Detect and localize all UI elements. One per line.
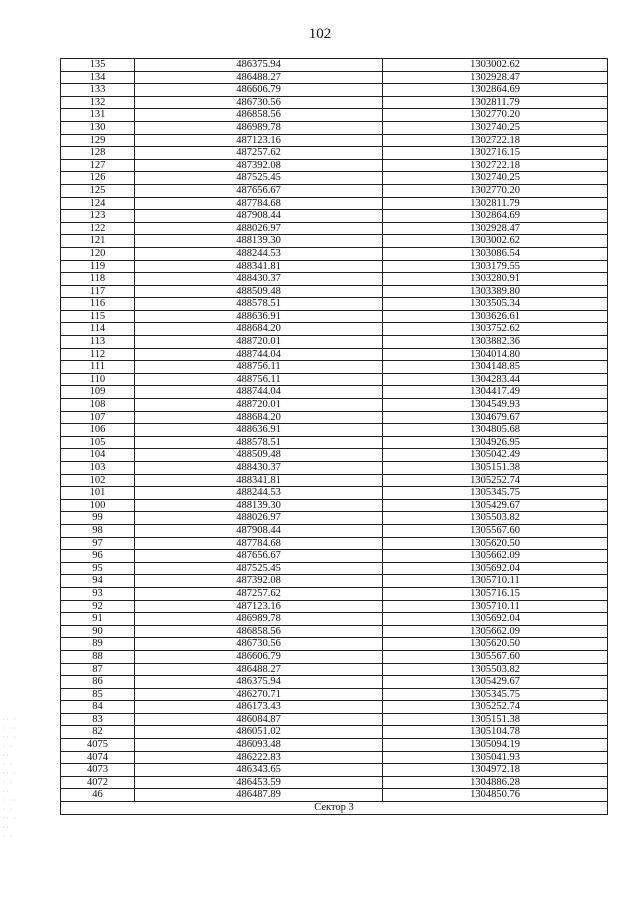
- point-number-cell: 4074: [61, 751, 135, 764]
- x-coordinate-cell: 488341.81: [135, 474, 383, 487]
- y-coordinate-cell: 1305662.09: [383, 625, 608, 638]
- y-coordinate-cell: 1303882.36: [383, 336, 608, 349]
- point-number-cell: 104: [61, 449, 135, 462]
- x-coordinate-cell: 486606.79: [135, 650, 383, 663]
- table-row: [61, 348, 608, 361]
- point-number-cell: 97: [61, 537, 135, 550]
- y-coordinate-cell: 1302770.20: [383, 109, 608, 122]
- x-coordinate-cell: 488636.91: [135, 310, 383, 323]
- x-coordinate-cell: 488578.51: [135, 436, 383, 449]
- coordinates-table: [60, 58, 608, 815]
- point-number-cell: 122: [61, 222, 135, 235]
- y-coordinate-cell: 1305503.82: [383, 512, 608, 525]
- x-coordinate-cell: 487392.08: [135, 575, 383, 588]
- table-row: [61, 789, 608, 802]
- table-row: [61, 751, 608, 764]
- point-number-cell: 103: [61, 462, 135, 475]
- point-number-cell: 133: [61, 84, 135, 97]
- table-row: [61, 222, 608, 235]
- x-coordinate-cell: 488244.53: [135, 487, 383, 500]
- table-row: [61, 147, 608, 160]
- y-coordinate-cell: 1302928.47: [383, 71, 608, 84]
- x-coordinate-cell: 488244.53: [135, 247, 383, 260]
- x-coordinate-cell: 486989.78: [135, 613, 383, 626]
- y-coordinate-cell: 1302864.69: [383, 84, 608, 97]
- point-number-cell: 4073: [61, 764, 135, 777]
- y-coordinate-cell: 1303179.55: [383, 260, 608, 273]
- point-number-cell: 86: [61, 676, 135, 689]
- y-coordinate-cell: 1304886.28: [383, 776, 608, 789]
- table-row: [61, 474, 608, 487]
- point-number-cell: 115: [61, 310, 135, 323]
- table-row: [61, 688, 608, 701]
- table-row: [61, 260, 608, 273]
- table-row: [61, 776, 608, 789]
- point-number-cell: 113: [61, 336, 135, 349]
- table-row: [61, 386, 608, 399]
- point-number-cell: 129: [61, 134, 135, 147]
- y-coordinate-cell: 1302722.18: [383, 134, 608, 147]
- y-coordinate-cell: 1305429.67: [383, 676, 608, 689]
- x-coordinate-cell: 486375.94: [135, 676, 383, 689]
- table-row: [61, 524, 608, 537]
- x-coordinate-cell: 486270.71: [135, 688, 383, 701]
- y-coordinate-cell: 1305620.50: [383, 537, 608, 550]
- point-number-cell: 84: [61, 701, 135, 714]
- table-row: [61, 298, 608, 311]
- table-row: [61, 399, 608, 412]
- x-coordinate-cell: 488756.11: [135, 361, 383, 374]
- table-row: [61, 310, 608, 323]
- table-row: [61, 701, 608, 714]
- x-coordinate-cell: 488341.81: [135, 260, 383, 273]
- y-coordinate-cell: 1305151.38: [383, 713, 608, 726]
- x-coordinate-cell: 487908.44: [135, 210, 383, 223]
- x-coordinate-cell: 487784.68: [135, 537, 383, 550]
- point-number-cell: 123: [61, 210, 135, 223]
- y-coordinate-cell: 1305151.38: [383, 462, 608, 475]
- y-coordinate-cell: 1303086.54: [383, 247, 608, 260]
- y-coordinate-cell: 1302811.79: [383, 197, 608, 210]
- point-number-cell: 111: [61, 361, 135, 374]
- table-row: [61, 109, 608, 122]
- point-number-cell: 94: [61, 575, 135, 588]
- point-number-cell: 127: [61, 159, 135, 172]
- point-number-cell: 98: [61, 524, 135, 537]
- x-coordinate-cell: 488430.37: [135, 462, 383, 475]
- point-number-cell: 105: [61, 436, 135, 449]
- table-row: [61, 71, 608, 84]
- x-coordinate-cell: 488636.91: [135, 424, 383, 437]
- table-row: [61, 197, 608, 210]
- y-coordinate-cell: 1305042.49: [383, 449, 608, 462]
- y-coordinate-cell: 1305662.09: [383, 550, 608, 563]
- x-coordinate-cell: 486858.56: [135, 625, 383, 638]
- y-coordinate-cell: 1303002.62: [383, 235, 608, 248]
- x-coordinate-cell: 488578.51: [135, 298, 383, 311]
- table-row: [61, 285, 608, 298]
- point-number-cell: 124: [61, 197, 135, 210]
- y-coordinate-cell: 1304283.44: [383, 373, 608, 386]
- table-row: [61, 550, 608, 563]
- point-number-cell: 95: [61, 562, 135, 575]
- y-coordinate-cell: 1305252.74: [383, 474, 608, 487]
- coordinates-table-body: [61, 59, 608, 815]
- point-number-cell: 99: [61, 512, 135, 525]
- point-number-cell: 91: [61, 613, 135, 626]
- x-coordinate-cell: 486084.87: [135, 713, 383, 726]
- table-row: [61, 764, 608, 777]
- point-number-cell: 106: [61, 424, 135, 437]
- y-coordinate-cell: 1303752.62: [383, 323, 608, 336]
- page-number: 102: [308, 26, 332, 42]
- point-number-cell: 130: [61, 121, 135, 134]
- point-number-cell: 134: [61, 71, 135, 84]
- y-coordinate-cell: 1305692.04: [383, 562, 608, 575]
- table-row: [61, 121, 608, 134]
- point-number-cell: 4075: [61, 739, 135, 752]
- x-coordinate-cell: 486989.78: [135, 121, 383, 134]
- point-number-cell: 117: [61, 285, 135, 298]
- table-row: [61, 638, 608, 651]
- table-row: [61, 159, 608, 172]
- x-coordinate-cell: 488430.37: [135, 273, 383, 286]
- y-coordinate-cell: 1304926.95: [383, 436, 608, 449]
- y-coordinate-cell: 1305429.67: [383, 499, 608, 512]
- table-row: [61, 650, 608, 663]
- table-row: [61, 487, 608, 500]
- x-coordinate-cell: 487123.16: [135, 600, 383, 613]
- table-row: [61, 663, 608, 676]
- table-row: [61, 449, 608, 462]
- x-coordinate-cell: 488509.48: [135, 449, 383, 462]
- table-row: [61, 613, 608, 626]
- y-coordinate-cell: 1305094.19: [383, 739, 608, 752]
- table-row: [61, 235, 608, 248]
- x-coordinate-cell: 488720.01: [135, 336, 383, 349]
- x-coordinate-cell: 486093.48: [135, 739, 383, 752]
- point-number-cell: 125: [61, 184, 135, 197]
- x-coordinate-cell: 488744.04: [135, 386, 383, 399]
- y-coordinate-cell: 1305620.50: [383, 638, 608, 651]
- table-row: [61, 739, 608, 752]
- point-number-cell: 108: [61, 399, 135, 412]
- x-coordinate-cell: 488720.01: [135, 399, 383, 412]
- table-row: [61, 96, 608, 109]
- x-coordinate-cell: 487392.08: [135, 159, 383, 172]
- y-coordinate-cell: 1305710.11: [383, 575, 608, 588]
- table-row: [61, 537, 608, 550]
- x-coordinate-cell: 487656.67: [135, 184, 383, 197]
- point-number-cell: 110: [61, 373, 135, 386]
- point-number-cell: 88: [61, 650, 135, 663]
- table-row: [61, 562, 608, 575]
- point-number-cell: 128: [61, 147, 135, 160]
- point-number-cell: 135: [61, 59, 135, 72]
- table-row: [61, 512, 608, 525]
- table-row: [61, 273, 608, 286]
- y-coordinate-cell: 1302928.47: [383, 222, 608, 235]
- y-coordinate-cell: 1304679.67: [383, 411, 608, 424]
- x-coordinate-cell: 486730.56: [135, 96, 383, 109]
- point-number-cell: 132: [61, 96, 135, 109]
- sector-label: Сектор 3: [61, 802, 608, 815]
- x-coordinate-cell: 487525.45: [135, 562, 383, 575]
- y-coordinate-cell: 1304805.68: [383, 424, 608, 437]
- point-number-cell: 46: [61, 789, 135, 802]
- x-coordinate-cell: 486858.56: [135, 109, 383, 122]
- x-coordinate-cell: 488744.04: [135, 348, 383, 361]
- y-coordinate-cell: 1302740.25: [383, 172, 608, 185]
- table-row: [61, 424, 608, 437]
- x-coordinate-cell: 486606.79: [135, 84, 383, 97]
- x-coordinate-cell: 486051.02: [135, 726, 383, 739]
- x-coordinate-cell: 488684.20: [135, 323, 383, 336]
- table-row: [61, 323, 608, 336]
- y-coordinate-cell: 1305252.74: [383, 701, 608, 714]
- x-coordinate-cell: 487784.68: [135, 197, 383, 210]
- point-number-cell: 101: [61, 487, 135, 500]
- y-coordinate-cell: 1304850.76: [383, 789, 608, 802]
- y-coordinate-cell: 1302864.69: [383, 210, 608, 223]
- y-coordinate-cell: 1305503.82: [383, 663, 608, 676]
- y-coordinate-cell: 1304417.49: [383, 386, 608, 399]
- point-number-cell: 102: [61, 474, 135, 487]
- x-coordinate-cell: 488684.20: [135, 411, 383, 424]
- table-row: [61, 587, 608, 600]
- point-number-cell: 118: [61, 273, 135, 286]
- x-coordinate-cell: 487908.44: [135, 524, 383, 537]
- y-coordinate-cell: 1305345.75: [383, 688, 608, 701]
- point-number-cell: 120: [61, 247, 135, 260]
- y-coordinate-cell: 1305041.93: [383, 751, 608, 764]
- y-coordinate-cell: 1303389.80: [383, 285, 608, 298]
- point-number-cell: 109: [61, 386, 135, 399]
- table-row: [61, 600, 608, 613]
- y-coordinate-cell: 1305567.60: [383, 524, 608, 537]
- x-coordinate-cell: 486488.27: [135, 663, 383, 676]
- y-coordinate-cell: 1303626.61: [383, 310, 608, 323]
- x-coordinate-cell: 486222.83: [135, 751, 383, 764]
- point-number-cell: 114: [61, 323, 135, 336]
- table-row: [61, 625, 608, 638]
- x-coordinate-cell: 486487.89: [135, 789, 383, 802]
- sector-footer-row: [61, 802, 608, 815]
- table-row: [61, 134, 608, 147]
- y-coordinate-cell: 1304014.80: [383, 348, 608, 361]
- point-number-cell: 83: [61, 713, 135, 726]
- x-coordinate-cell: 488026.97: [135, 222, 383, 235]
- table-row: [61, 172, 608, 185]
- y-coordinate-cell: 1305716.15: [383, 587, 608, 600]
- table-row: [61, 59, 608, 72]
- table-row: [61, 373, 608, 386]
- scan-margin-marks: ·· · · ·· ·· · · · ·· · · ·· · · · ·· · ·· · · ·· · ·· · ·: [2, 716, 17, 840]
- x-coordinate-cell: 486375.94: [135, 59, 383, 72]
- x-coordinate-cell: 486173.43: [135, 701, 383, 714]
- point-number-cell: 92: [61, 600, 135, 613]
- x-coordinate-cell: 488139.30: [135, 499, 383, 512]
- table-row: [61, 336, 608, 349]
- table-row: [61, 713, 608, 726]
- point-number-cell: 100: [61, 499, 135, 512]
- x-coordinate-cell: 488756.11: [135, 373, 383, 386]
- x-coordinate-cell: 488026.97: [135, 512, 383, 525]
- y-coordinate-cell: 1305710.11: [383, 600, 608, 613]
- x-coordinate-cell: 486730.56: [135, 638, 383, 651]
- point-number-cell: 119: [61, 260, 135, 273]
- x-coordinate-cell: 487257.62: [135, 147, 383, 160]
- table-row: [61, 247, 608, 260]
- x-coordinate-cell: 486488.27: [135, 71, 383, 84]
- table-row: [61, 676, 608, 689]
- table-row: [61, 184, 608, 197]
- table-row: [61, 499, 608, 512]
- y-coordinate-cell: 1302740.25: [383, 121, 608, 134]
- table-row: [61, 726, 608, 739]
- point-number-cell: 112: [61, 348, 135, 361]
- point-number-cell: 87: [61, 663, 135, 676]
- point-number-cell: 85: [61, 688, 135, 701]
- point-number-cell: 121: [61, 235, 135, 248]
- y-coordinate-cell: 1302770.20: [383, 184, 608, 197]
- table-row: [61, 210, 608, 223]
- table-row: [61, 436, 608, 449]
- point-number-cell: 116: [61, 298, 135, 311]
- point-number-cell: 90: [61, 625, 135, 638]
- x-coordinate-cell: 486343.65: [135, 764, 383, 777]
- y-coordinate-cell: 1304549.93: [383, 399, 608, 412]
- x-coordinate-cell: 488139.30: [135, 235, 383, 248]
- y-coordinate-cell: 1303505.34: [383, 298, 608, 311]
- x-coordinate-cell: 487656.67: [135, 550, 383, 563]
- table-row: [61, 361, 608, 374]
- y-coordinate-cell: 1305345.75: [383, 487, 608, 500]
- point-number-cell: 107: [61, 411, 135, 424]
- y-coordinate-cell: 1305692.04: [383, 613, 608, 626]
- y-coordinate-cell: 1302716.15: [383, 147, 608, 160]
- point-number-cell: 82: [61, 726, 135, 739]
- y-coordinate-cell: 1303280.91: [383, 273, 608, 286]
- point-number-cell: 131: [61, 109, 135, 122]
- table-row: [61, 411, 608, 424]
- x-coordinate-cell: 487123.16: [135, 134, 383, 147]
- y-coordinate-cell: 1304972.18: [383, 764, 608, 777]
- table-row: [61, 462, 608, 475]
- point-number-cell: 96: [61, 550, 135, 563]
- y-coordinate-cell: 1304148.85: [383, 361, 608, 374]
- y-coordinate-cell: 1305567.60: [383, 650, 608, 663]
- x-coordinate-cell: 487525.45: [135, 172, 383, 185]
- y-coordinate-cell: 1303002.62: [383, 59, 608, 72]
- y-coordinate-cell: 1302811.79: [383, 96, 608, 109]
- y-coordinate-cell: 1305104.78: [383, 726, 608, 739]
- table-row: [61, 84, 608, 97]
- x-coordinate-cell: 486453.59: [135, 776, 383, 789]
- point-number-cell: 126: [61, 172, 135, 185]
- x-coordinate-cell: 487257.62: [135, 587, 383, 600]
- point-number-cell: 4072: [61, 776, 135, 789]
- x-coordinate-cell: 488509.48: [135, 285, 383, 298]
- point-number-cell: 93: [61, 587, 135, 600]
- y-coordinate-cell: 1302722.18: [383, 159, 608, 172]
- table-row: [61, 575, 608, 588]
- point-number-cell: 89: [61, 638, 135, 651]
